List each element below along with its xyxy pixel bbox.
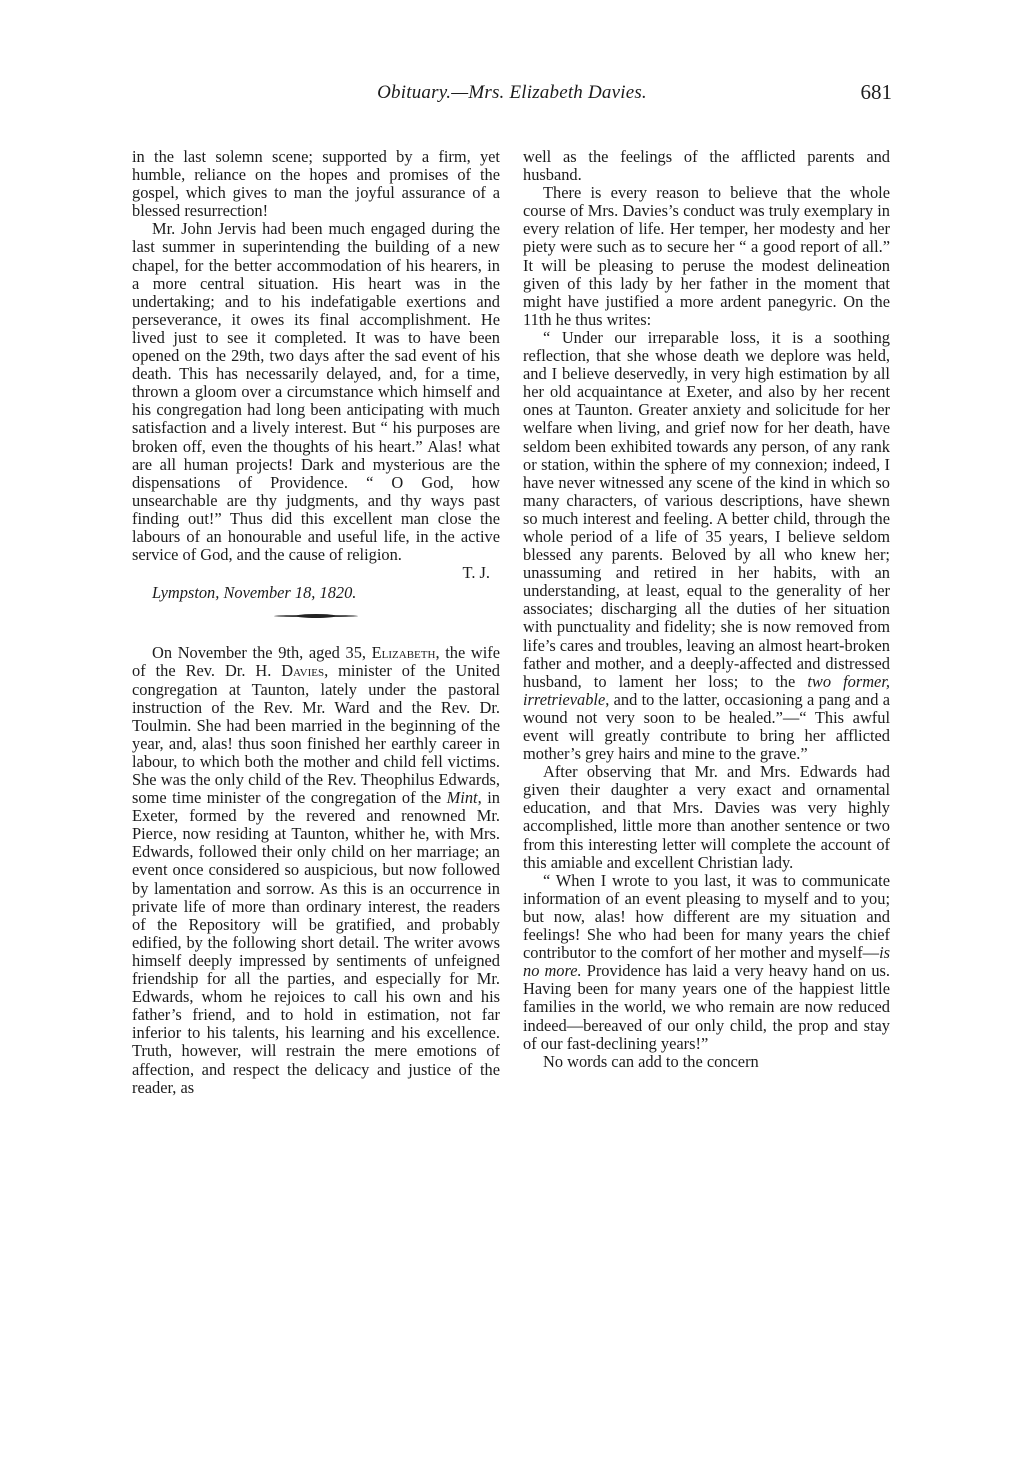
italic-phrase: two former, irretrievable: [523, 671, 890, 709]
text-run: On November the 9th, aged 35,: [152, 643, 372, 663]
paragraph-jervis: Mr. John Jervis had been much engaged during the last summer in superintending the building of a new chapel, for the better accommodation of his hearers, in a more central situation. His heart was in the undertaking; and to his indefatigable exertions and perseverance, it owes its final accomplishment. He lived just to see it completed. It was to have been opened on the 29th, two days after the sad event of his death. This has necessarily delayed, and, for a time, thrown a gloom over a circumstance which himself and his congregation had long been anticipating with much satisfaction and a lively interest. But “ his purposes are broken off, even the thoughts of his heart.” Alas! what are all human projects! Dark and mysterious are the dispensations of Providence. “ O God, how unsearchable are thy judgments, and thy ways past finding out!” Thus did this excellent man close the labours of an honourable and useful life, in the active service of God, and the cause of religion.: [132, 219, 500, 565]
paragraph-resurrection: in the last solemn scene; supported by a firm, yet humble, reliance on the hopes and promises of the gospel, which gives to man the joyful assurance of a blessed resurrection!: [132, 147, 500, 221]
text-run: Providence has laid a very heavy hand on us. Having been for many years one of the happiest little families in the world, we who remain are now reduced indeed—bereaved of our only child, the prop and stay of our fast-declining years!”: [523, 961, 890, 1053]
page-number: 681: [860, 80, 892, 104]
paragraph-closing: No words can add to the concern: [543, 1051, 759, 1071]
running-head: [132, 80, 892, 110]
text-run: “ Under our irreparable loss, it is a soothing reflection, that she whose death we deplore was held, and I believe deservedly, in very high estimation by all her old acquaintance at Exeter, and also by her recent ones at Taunton. Greater anxiety and solicitude for her welfare when living, and grief now for her death, have seldom been exhibited towards any person, of any rank or station, within the sphere of my connexion; indeed, I have never witnessed any scene of the kind in which so many characters, of various descriptions, have shewn so much interest and feeling. A better child, through the whole period of a life of 35 years, I believe seldom blessed any parents. Beloved by all who knew her; unassuming and retired in her habits, with an understanding, at least, equal to the generality of her associates; discharging all the duties of her situation with punctuality and fidelity; she is now removed from life’s cares and troubles, leaving an almost heart-broken father and mother, and a deeply-affected and distressed husband, to lament her loss; to the: [523, 327, 890, 691]
right-column: [523, 148, 890, 1071]
paragraph-education: After observing that Mr. and Mrs. Edwards had given their daughter a very exact and ornamental education, and that Mrs. Davies was very highly accomplished, little more than another sentence or two from this interesting letter will complete the account of this amiable and excellent Christian lady.: [523, 762, 890, 872]
paragraph-conduct: There is every reason to believe that the whole course of Mrs. Davies’s conduct was truly exemplary in every relation of life. Her temper, her modesty and her piety were such as to secure her “ a good report of all.” It will be pleasing to peruse the modest delineation given of this lady by her father in the moment that might have justified a more ardent panegyric. On the 11th he thus writes:: [523, 183, 890, 329]
text-run: , and to the latter, occasioning a pang and a wound not very soon to be healed.”—“ This awful event will greatly contribute to bring her afflicted mother’s grey hairs and mine to the grave.”: [523, 689, 890, 764]
italic-phrase: is no more.: [523, 943, 890, 981]
text-run: “ When I wrote to you last, it was to communicate information of an event pleasing to myself and to you; but now, alas! how different are my situation and feelings! She who had been for many years the chief contributor to the comfort of her mother and myself—: [523, 870, 890, 963]
dateline: Lympston, November 18, 1820.: [152, 583, 357, 603]
text-run: , the wife of the Rev. Dr. H.: [132, 643, 500, 681]
paragraph-continuation: well as the feelings of the afflicted parents and husband.: [523, 147, 890, 185]
paragraph-father-letter: [523, 329, 890, 763]
italic-mint: Mint: [446, 788, 478, 808]
deceased-name: Elizabeth: [371, 643, 436, 663]
running-title: Obituary.—Mrs. Elizabeth Davies.: [377, 82, 647, 103]
signature: T. J.: [462, 563, 490, 583]
text-run: , in Exeter, formed by the revered and renowned Mr. Pierce, now residing at Taunton, whither he, with Mrs. Edwards, followed their only child on her marriage; an event once considered so auspicious, but now followed by lamentation and sorrow. As this is an occurrence in private life of more than ordinary interest, the readers of the Repository will be gratified, and probably edified, by the following short detail. The writer avows himself deeply impressed by sentiments of unfeigned friendship for all the parties, and especially for Mr. Edwards, whom he rejoices to call his own and his father’s friend, and to hold in estimation, not far inferior to his talents, his learning and his excellence. Truth, however, will restrain the mere emotions of affection, and respect the delicacy and justice of the reader, as: [132, 788, 500, 1097]
husband-surname: Davies: [281, 661, 325, 681]
paragraph-second-letter: [523, 872, 890, 1053]
text-run: , minister of the United congregation at Taunton, lately under the pastoral instruction of the Rev. Mr. Ward and the Rev. Dr. Toulmin. She had been married in the beginning of the year, and, alas! thus soon finished her earthly career in labour, to which both the mother and child fell victims. She was the only child of the Rev. Theophilus Edwards, some time minister of the congregation of the: [132, 661, 500, 808]
section-divider: [274, 614, 358, 618]
left-column: [132, 148, 500, 1097]
paragraph-davies-obituary: [132, 644, 500, 1096]
